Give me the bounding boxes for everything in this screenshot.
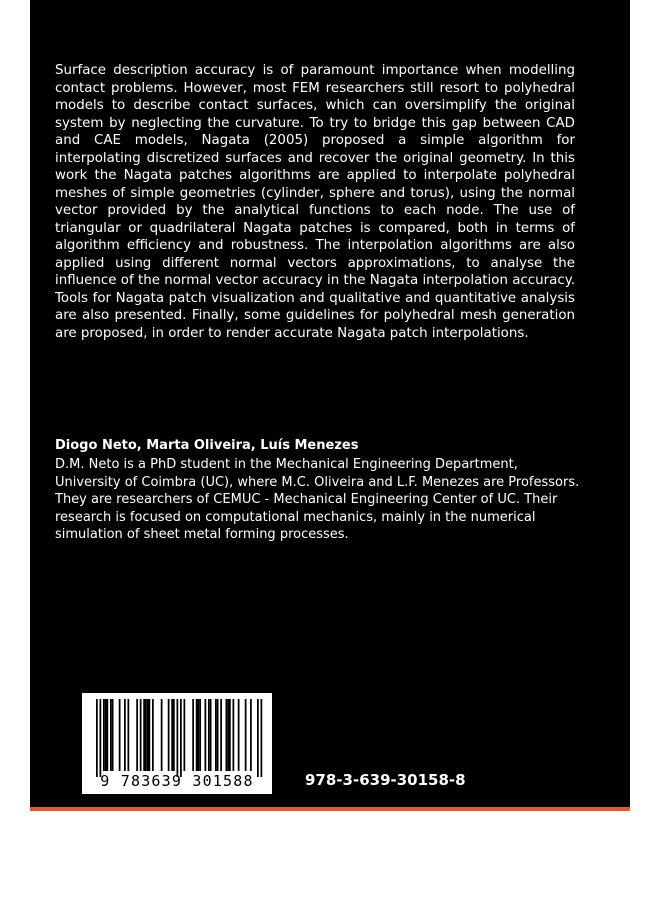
barcode-digits: 9 783639 301588: [100, 772, 254, 790]
barcode-bar: [229, 699, 231, 771]
barcode-bar: [208, 699, 210, 771]
barcode-bar: [257, 699, 259, 777]
barcode-bar: [136, 699, 138, 771]
barcode-bar: [217, 699, 219, 771]
barcode-bar: [177, 699, 179, 777]
barcode-bar: [227, 699, 229, 771]
barcode-bar: [199, 699, 201, 771]
barcode-bar: [173, 699, 175, 771]
barcode-bar: [245, 699, 247, 771]
barcode-bar: [233, 699, 235, 771]
barcode-bar: [250, 699, 252, 771]
barcode-bar: [96, 699, 98, 777]
barcode-bar: [184, 699, 186, 771]
barcode-bar: [149, 699, 151, 771]
barcode-bar: [261, 699, 263, 777]
barcode-bar: [105, 699, 107, 771]
barcode-bar: [107, 699, 109, 771]
barcode-bar: [220, 699, 222, 771]
barcode-bar: [119, 699, 121, 771]
barcode-bar: [124, 699, 126, 771]
barcode-bar: [143, 699, 145, 771]
barcode-bar: [100, 699, 102, 777]
barcode-bar: [128, 699, 130, 771]
barcode-bar: [168, 699, 170, 771]
barcode-bar: [210, 699, 212, 771]
barcode-bar: [205, 699, 207, 771]
barcode-bar: [171, 699, 173, 771]
author-bio: D.M. Neto is a PhD student in the Mechanical Engineering Department, University of Coimbra (UC), where M.C. Oliveira and L.F. Menezes are Professors. They are researchers of CEMUC - Mechanical Engineering Center of UC. Their research is focused on computational mechanics, mainly in the numerical simulation of sheet metal forming processes.: [55, 457, 580, 542]
barcode-bar: [226, 699, 228, 771]
author-names: Diogo Neto, Marta Oliveira, Luís Menezes: [55, 438, 359, 453]
barcode-bar: [161, 699, 163, 771]
barcode-bar: [145, 699, 147, 771]
barcode-bar: [103, 699, 105, 771]
barcode-bar: [180, 699, 182, 777]
barcode-bar: [196, 699, 198, 771]
isbn-number: 978-3-639-30158-8: [305, 771, 466, 789]
barcode: [82, 693, 272, 794]
barcode-bar: [140, 699, 142, 771]
barcode-bar: [198, 699, 200, 771]
barcode-bar: [192, 699, 194, 771]
barcode-bar: [147, 699, 149, 771]
barcode-bar: [152, 699, 154, 771]
accent-bar: [30, 807, 630, 811]
barcode-bar: [238, 699, 240, 771]
barcode-bar: [112, 699, 114, 771]
barcode-bar: [110, 699, 112, 771]
abstract-text: Surface description accuracy is of paramount importance when modelling contact problems. However, most FEM researchers still resort to polyhedral models to describe contact surfaces, which can oversimplify the original system by neglecting the curvature. To try to bridge this gap between CAD and CAE models, Nagata (2005) proposed a simple algorithm for interpolating discretized surfaces and recover the original geometry. In this work the Nagata patches algorithms are applied to interpolate polyhedral meshes of simple geometries (cylinder, sphere and torus), using the normal vector provided by the analytical functions to each node. The use of triangular or quadrilateral Nagata patches is compared, both in terms of algorithm efficiency and robustness. The interpolation algorithms are also applied using different normal vectors approximations, to analyse the influence of the normal vector accuracy in the Nagata interpolation accuracy. Tools for Nagata patch visualization and qualitative and quantitative analysis are also presented. Finally, some guidelines for polyhedral mesh generation are proposed, in order to render accurate Nagata patch interpolations.: [55, 63, 575, 341]
barcode-bar: [215, 699, 217, 771]
